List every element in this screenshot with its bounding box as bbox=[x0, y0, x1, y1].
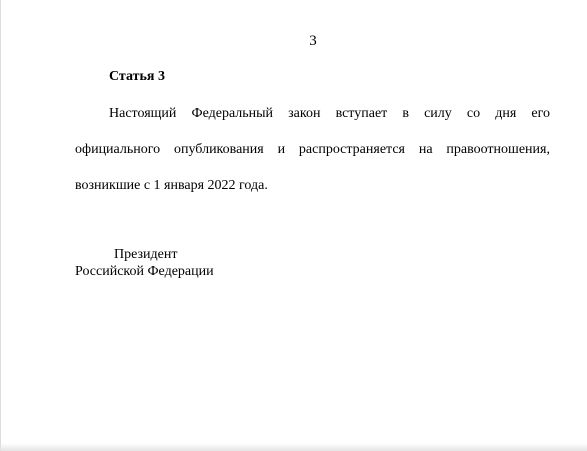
paragraph-word: вступает bbox=[335, 106, 388, 121]
paragraph-line-2 bbox=[75, 141, 550, 159]
paragraph-line-1 bbox=[109, 105, 550, 123]
paragraph-word: и bbox=[277, 142, 286, 157]
paragraph-word: официального bbox=[75, 142, 161, 157]
paragraph-word: дня bbox=[495, 106, 517, 121]
paragraph-word: распространяется bbox=[298, 142, 405, 157]
paragraph-word: правоотношения, bbox=[446, 142, 550, 157]
paragraph-word: Настоящий bbox=[109, 106, 177, 121]
paragraph-word: Федеральный bbox=[191, 106, 274, 121]
paragraph-word: его bbox=[531, 106, 550, 121]
paragraph-word: со bbox=[466, 106, 481, 121]
page-bottom-shadow bbox=[0, 443, 587, 451]
paragraph-word: силу bbox=[424, 106, 452, 121]
paragraph-word: в bbox=[402, 106, 409, 121]
paragraph-word: на bbox=[418, 142, 433, 157]
paragraph-line-3: возникшие с 1 января 2022 года. bbox=[75, 178, 268, 193]
signature-subtitle: Российской Федерации bbox=[75, 264, 214, 279]
paragraph-word: закон bbox=[288, 106, 321, 121]
article-heading: Статья 3 bbox=[109, 69, 165, 84]
page-number: 3 bbox=[309, 33, 317, 49]
page-left-edge bbox=[0, 0, 1, 451]
signature-title: Президент bbox=[114, 247, 178, 262]
paragraph-word: опубликования bbox=[174, 142, 264, 157]
